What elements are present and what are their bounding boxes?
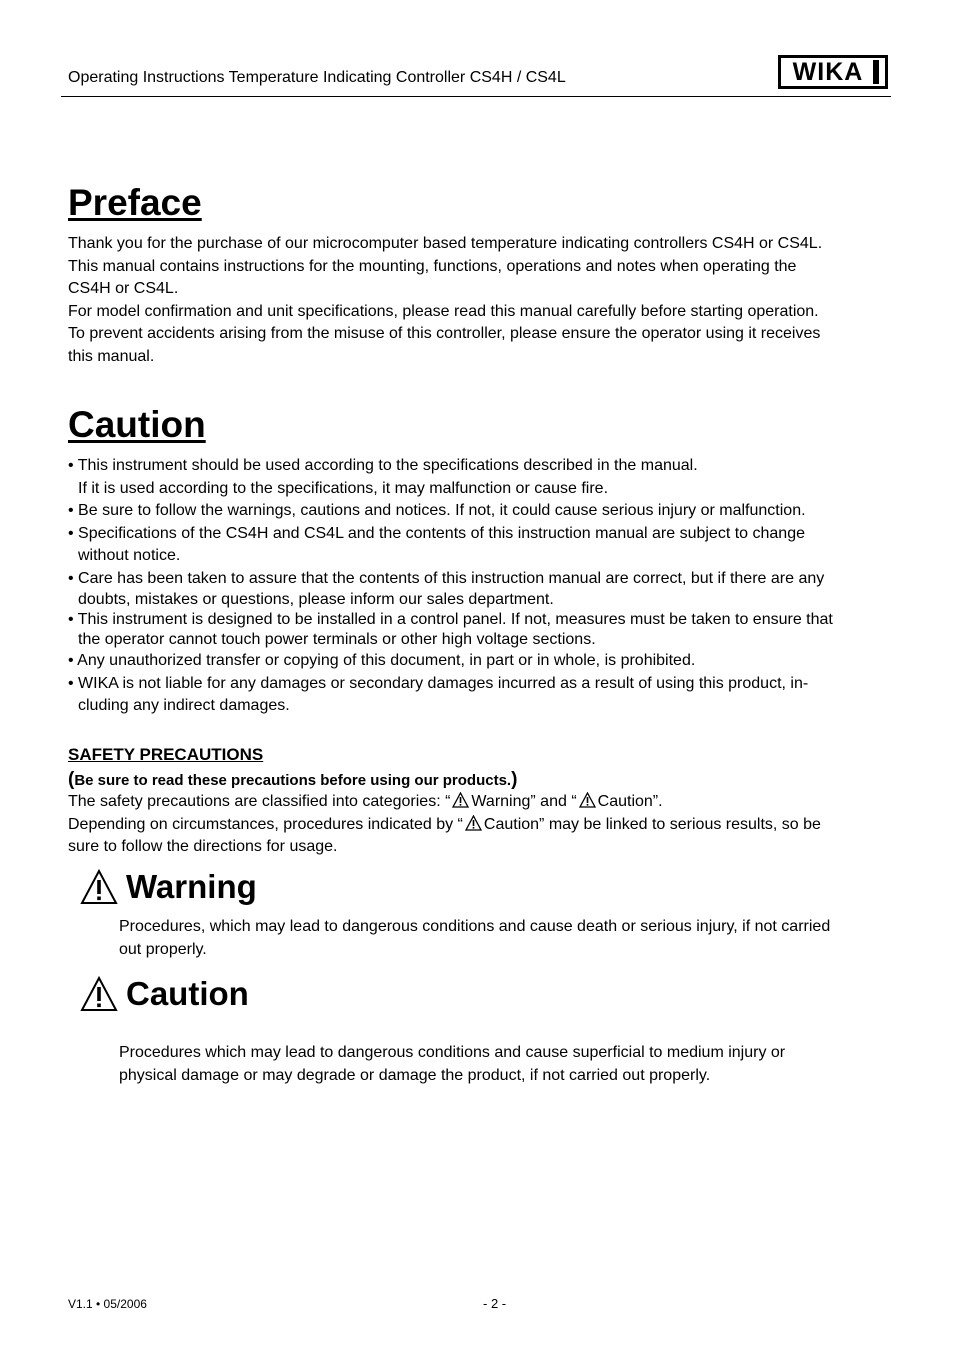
warning-description	[119, 916, 879, 961]
preface-line: this manual.	[68, 347, 155, 365]
preface-text	[68, 233, 868, 368]
caution-block-heading	[80, 975, 249, 1013]
safety-line	[68, 791, 868, 814]
warning-line: out properly.	[119, 940, 207, 958]
warning-heading	[80, 868, 257, 906]
list-item: • Care has been taken to assure that the contents of this instruction manual are correct, but if there are any	[68, 569, 825, 587]
list-item-continued: without notice.	[78, 547, 181, 564]
list-item-continued: the operator cannot touch power terminals or other high voltage sections.	[78, 631, 596, 648]
subtitle-text: Be sure to read these precautions before using our products.	[74, 772, 512, 789]
warning-heading-text: Warning	[126, 868, 257, 905]
list-item: • This instrument should be used according to the specifications described in the manual.	[68, 457, 698, 474]
warning-triangle-icon	[80, 976, 118, 1012]
caution-heading-text: Caution	[126, 975, 249, 1012]
text-fragment: Caution”.	[597, 793, 663, 810]
warning-triangle-icon	[452, 792, 469, 808]
warning-triangle-icon	[465, 815, 482, 831]
preface-line: CS4H or CS4L.	[68, 280, 179, 297]
warning-line: Procedures, which may lead to dangerous conditions and cause death or serious injury, if not carried	[119, 918, 831, 935]
header-title: Operating Instructions Temperature Indicating Controller CS4H / CS4L	[68, 69, 566, 86]
list-item: • Any unauthorized transfer or copying of this document, in part or in whole, is prohibited.	[68, 652, 696, 669]
caution-description	[119, 1042, 879, 1087]
preface-line: This manual contains instructions for the mounting, functions, operations and notes when operating the	[68, 257, 797, 275]
list-item: • Specifications of the CS4H and CS4L and the contents of this instruction manual are subject to change	[68, 524, 805, 542]
logo-bar	[873, 60, 879, 84]
caution-line: physical damage or may degrade or damage the product, if not carried out properly.	[119, 1066, 711, 1084]
wika-logo	[778, 55, 888, 89]
safety-line	[68, 814, 868, 837]
page-header	[61, 52, 891, 97]
text-fragment: Depending on circumstances, procedures indicated by “	[68, 815, 463, 833]
text-fragment: Caution” may be linked to serious results, so be	[483, 815, 821, 833]
text-fragment: Warning” and “	[471, 793, 577, 810]
text-fragment: The safety precautions are classified into categories: “	[68, 793, 451, 810]
preface-line: To prevent accidents arising from the misuse of this controller, please ensure the operator using it receives	[68, 325, 821, 342]
preface-heading: Preface	[68, 182, 202, 223]
safety-title: SAFETY PRECAUTIONS	[68, 745, 264, 764]
safety-text	[68, 791, 868, 859]
safety-line: sure to follow the directions for usage.	[68, 838, 338, 855]
paren-open: (	[68, 769, 75, 790]
caution-line: Procedures which may lead to dangerous conditions and cause superficial to medium injury or	[119, 1044, 786, 1061]
caution-list	[68, 455, 868, 718]
list-item: • Be sure to follow the warnings, cautions and notices. If not, it could cause serious injury or malfunction.	[68, 502, 806, 519]
warning-triangle-icon	[579, 792, 596, 808]
paren-close: )	[511, 769, 518, 790]
logo-text: WIKA	[792, 57, 864, 86]
warning-triangle-icon	[80, 869, 118, 905]
preface-line: For model confirmation and unit specifications, please read this manual carefully before starting operation.	[68, 302, 819, 320]
safety-subtitle	[68, 769, 517, 791]
preface-line: Thank you for the purchase of our microcomputer based temperature indicating controllers CS4H or CS4L.	[68, 235, 823, 252]
list-item: • WIKA is not liable for any damages or secondary damages incurred as a result of using this product, in-	[68, 674, 809, 692]
list-item-continued: If it is used according to the specifications, it may malfunction or cause fire.	[78, 479, 609, 497]
list-item-continued: doubts, mistakes or questions, please inform our sales department.	[78, 591, 554, 608]
list-item-continued: cluding any indirect damages.	[78, 697, 290, 714]
page-number: - 2 -	[483, 1296, 507, 1311]
caution-heading: Caution	[68, 404, 206, 445]
footer-version: V1.1 • 05/2006	[68, 1297, 147, 1311]
list-item: • This instrument is designed to be installed in a control panel. If not, measures must be taken to ensure that	[68, 611, 833, 628]
